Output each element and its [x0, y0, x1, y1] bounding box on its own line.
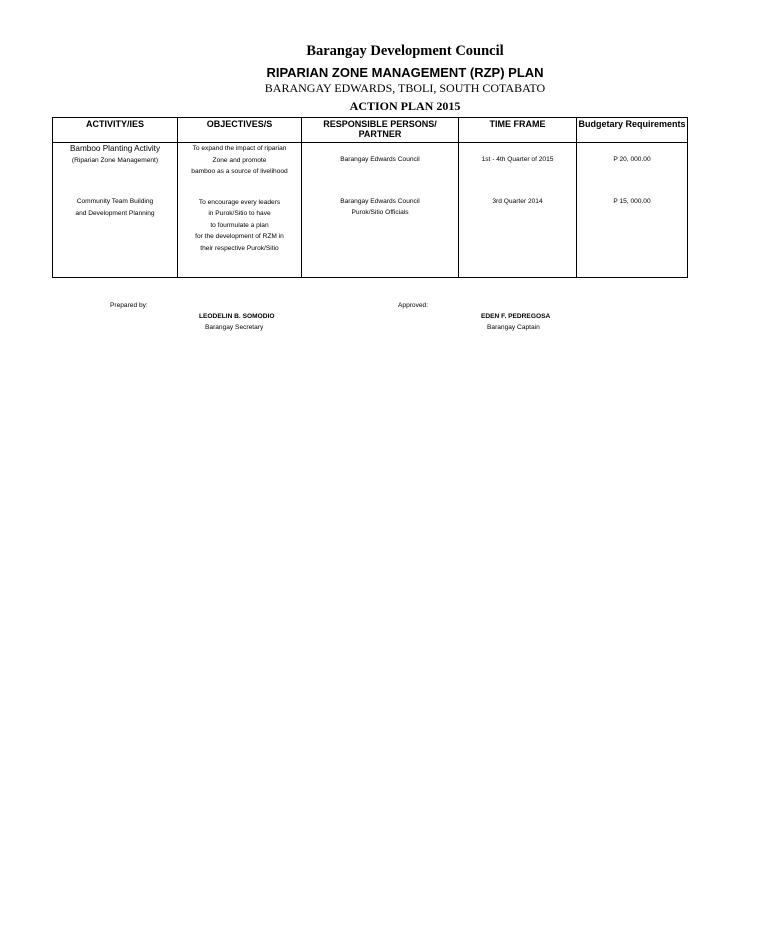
row-1-responsible [302, 154, 458, 166]
row-1-activity [53, 143, 177, 166]
objective-line: To expand the impact of riparian [192, 145, 287, 152]
approved-title: Barangay Captain [487, 324, 540, 331]
action-plan-table [52, 117, 688, 278]
objective-line: To encourage every leaders [198, 198, 281, 206]
column-header-activity: ACTIVITY/IES [53, 118, 178, 143]
row-1-time-frame [459, 154, 576, 166]
column-header-budget: Budgetary Requirements [577, 118, 688, 143]
activity-cell [53, 143, 178, 278]
column-header-responsible: RESPONSIBLE PERSONS/ PARTNER [302, 118, 459, 143]
objectives-cell [178, 143, 302, 278]
row-1-budget [577, 154, 687, 166]
budget-value: P 20, 000.00 [613, 156, 651, 163]
objective-line: Zone and promote [212, 156, 267, 164]
objective-line: their respective Purok/Sitio [200, 244, 279, 252]
council-title: Barangay Development Council [306, 43, 504, 59]
responsible-line: Purok/Sitio Officials [351, 209, 409, 216]
location-subtitle: BARANGAY EDWARDS, TBOLI, SOUTH COTABATO [264, 81, 546, 95]
budget-value: P 15, 000.00 [613, 197, 651, 205]
time-frame-cell [459, 143, 577, 278]
row-2-responsible [302, 196, 458, 219]
row-2-objectives [178, 197, 301, 255]
approved-name: EDEN F. PEDREGOSA [481, 313, 551, 320]
activity-name: Bamboo Planting Activity [69, 144, 161, 153]
objective-line: for the development of RZM in [195, 233, 284, 240]
time-frame-value: 1st - 4th Quarter of 2015 [481, 156, 554, 163]
table-header-row [53, 118, 688, 143]
prepared-by-title: Barangay Secretary [205, 324, 264, 331]
activity-subtitle: and Development Planning [75, 209, 155, 217]
time-frame-value: 3rd Quarter 2014 [492, 197, 543, 205]
row-2-time-frame [459, 196, 576, 208]
approved-label: Approved: [398, 302, 429, 309]
prepared-by-label: Prepared by: [110, 302, 148, 309]
row-1-objectives [178, 143, 301, 178]
row-2-budget [577, 196, 687, 208]
action-plan-heading: ACTION PLAN 2015 [349, 99, 461, 113]
column-header-time-frame: TIME FRAME [459, 118, 577, 143]
column-header-objectives: OBJECTIVES/S [178, 118, 302, 143]
responsible-line: Barangay Edwards Council [340, 156, 420, 163]
responsible-line: Barangay Edwards Council [340, 197, 420, 205]
table-row [53, 143, 688, 278]
objective-line: bamboo as a source of livelihood [191, 168, 288, 175]
prepared-by-name: LEODELIN B. SOMODIO [199, 313, 275, 320]
objective-line: to fourmulate a plan [210, 221, 269, 229]
objective-line: in Purok/Sitio to have [208, 210, 271, 217]
plan-title: RIPARIAN ZONE MANAGEMENT (RZP) PLAN [266, 65, 544, 80]
responsible-cell [302, 143, 459, 278]
activity-subtitle: (Riparian Zone Management) [71, 156, 159, 164]
activity-name: Community Team Building [76, 198, 154, 205]
budget-cell [577, 143, 688, 278]
row-2-activity [53, 196, 177, 219]
